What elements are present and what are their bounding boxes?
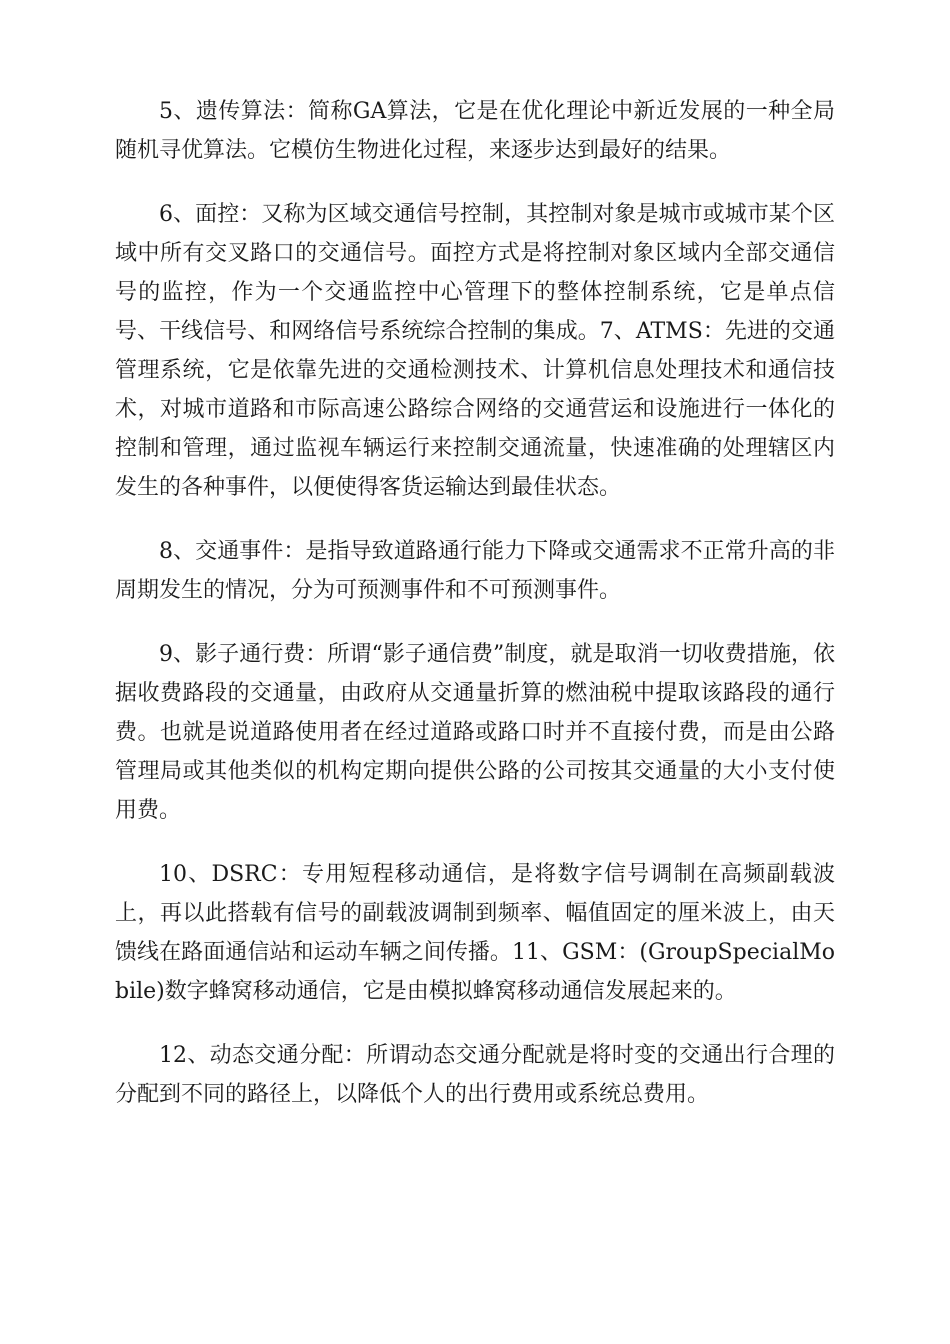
paragraph-area-control-atms: 6、面控：又称为区域交通信号控制，其控制对象是城市或城市某个区域中所有交叉路口的交通信号。面控方式是将控制对象区域内全部交通信号的监控，作为一个交通监控中心管理下的整体控制系统，它是单点信号、干线信号、和网络信号系统综合控制的集成。7、ATMS：先进的交通管理系统，它是依靠先进的交通检测技术、计算机信息处理技术和通信技术，对城市道路和市际高速公路综合网络的交通营运和设施进行一体化的控制和管理，通过监视车辆运行来控制交通流量，快速准确的处理辖区内发生的各种事件，以便使得客货运输达到最佳状态。	[115, 202, 835, 500]
paragraph-dsrc-gsm: 10、DSRC：专用短程移动通信，是将数字信号调制在高频副载波上，再以此搭载有信号的副载波调制到频率、幅值固定的厘米波上，由天馈线在路面通信站和运动车辆之间传播。11、GSM：(GroupSpecialMobile)数字蜂窝移动通信，它是由模拟蜂窝移动通信发展起来的。	[115, 862, 835, 1004]
paragraph-traffic-incident: 8、交通事件：是指导致道路通行能力下降或交通需求不正常升高的非周期发生的情况，分为可预测事件和不可预测事件。	[115, 539, 835, 603]
document-body	[115, 92, 835, 1139]
paragraph-shadow-toll: 9、影子通行费：所谓“影子通信费”制度，就是取消一切收费措施，依据收费路段的交通量，由政府从交通量折算的燃油税中提取该路段的通行费。也就是说道路使用者在经过道路或路口时并不直接付费，而是由公路管理局或其他类似的机构定期向提供公路的公司按其交通量的大小支付使用费。	[115, 642, 835, 823]
paragraph-genetic-algorithm: 5、遗传算法：简称GA算法，它是在优化理论中新近发展的一种全局随机寻优算法。它模仿生物进化过程，来逐步达到最好的结果。	[115, 99, 835, 163]
paragraph-dynamic-traffic-assignment: 12、动态交通分配：所谓动态交通分配就是将时变的交通出行合理的分配到不同的路径上，以降低个人的出行费用或系统总费用。	[115, 1043, 835, 1107]
